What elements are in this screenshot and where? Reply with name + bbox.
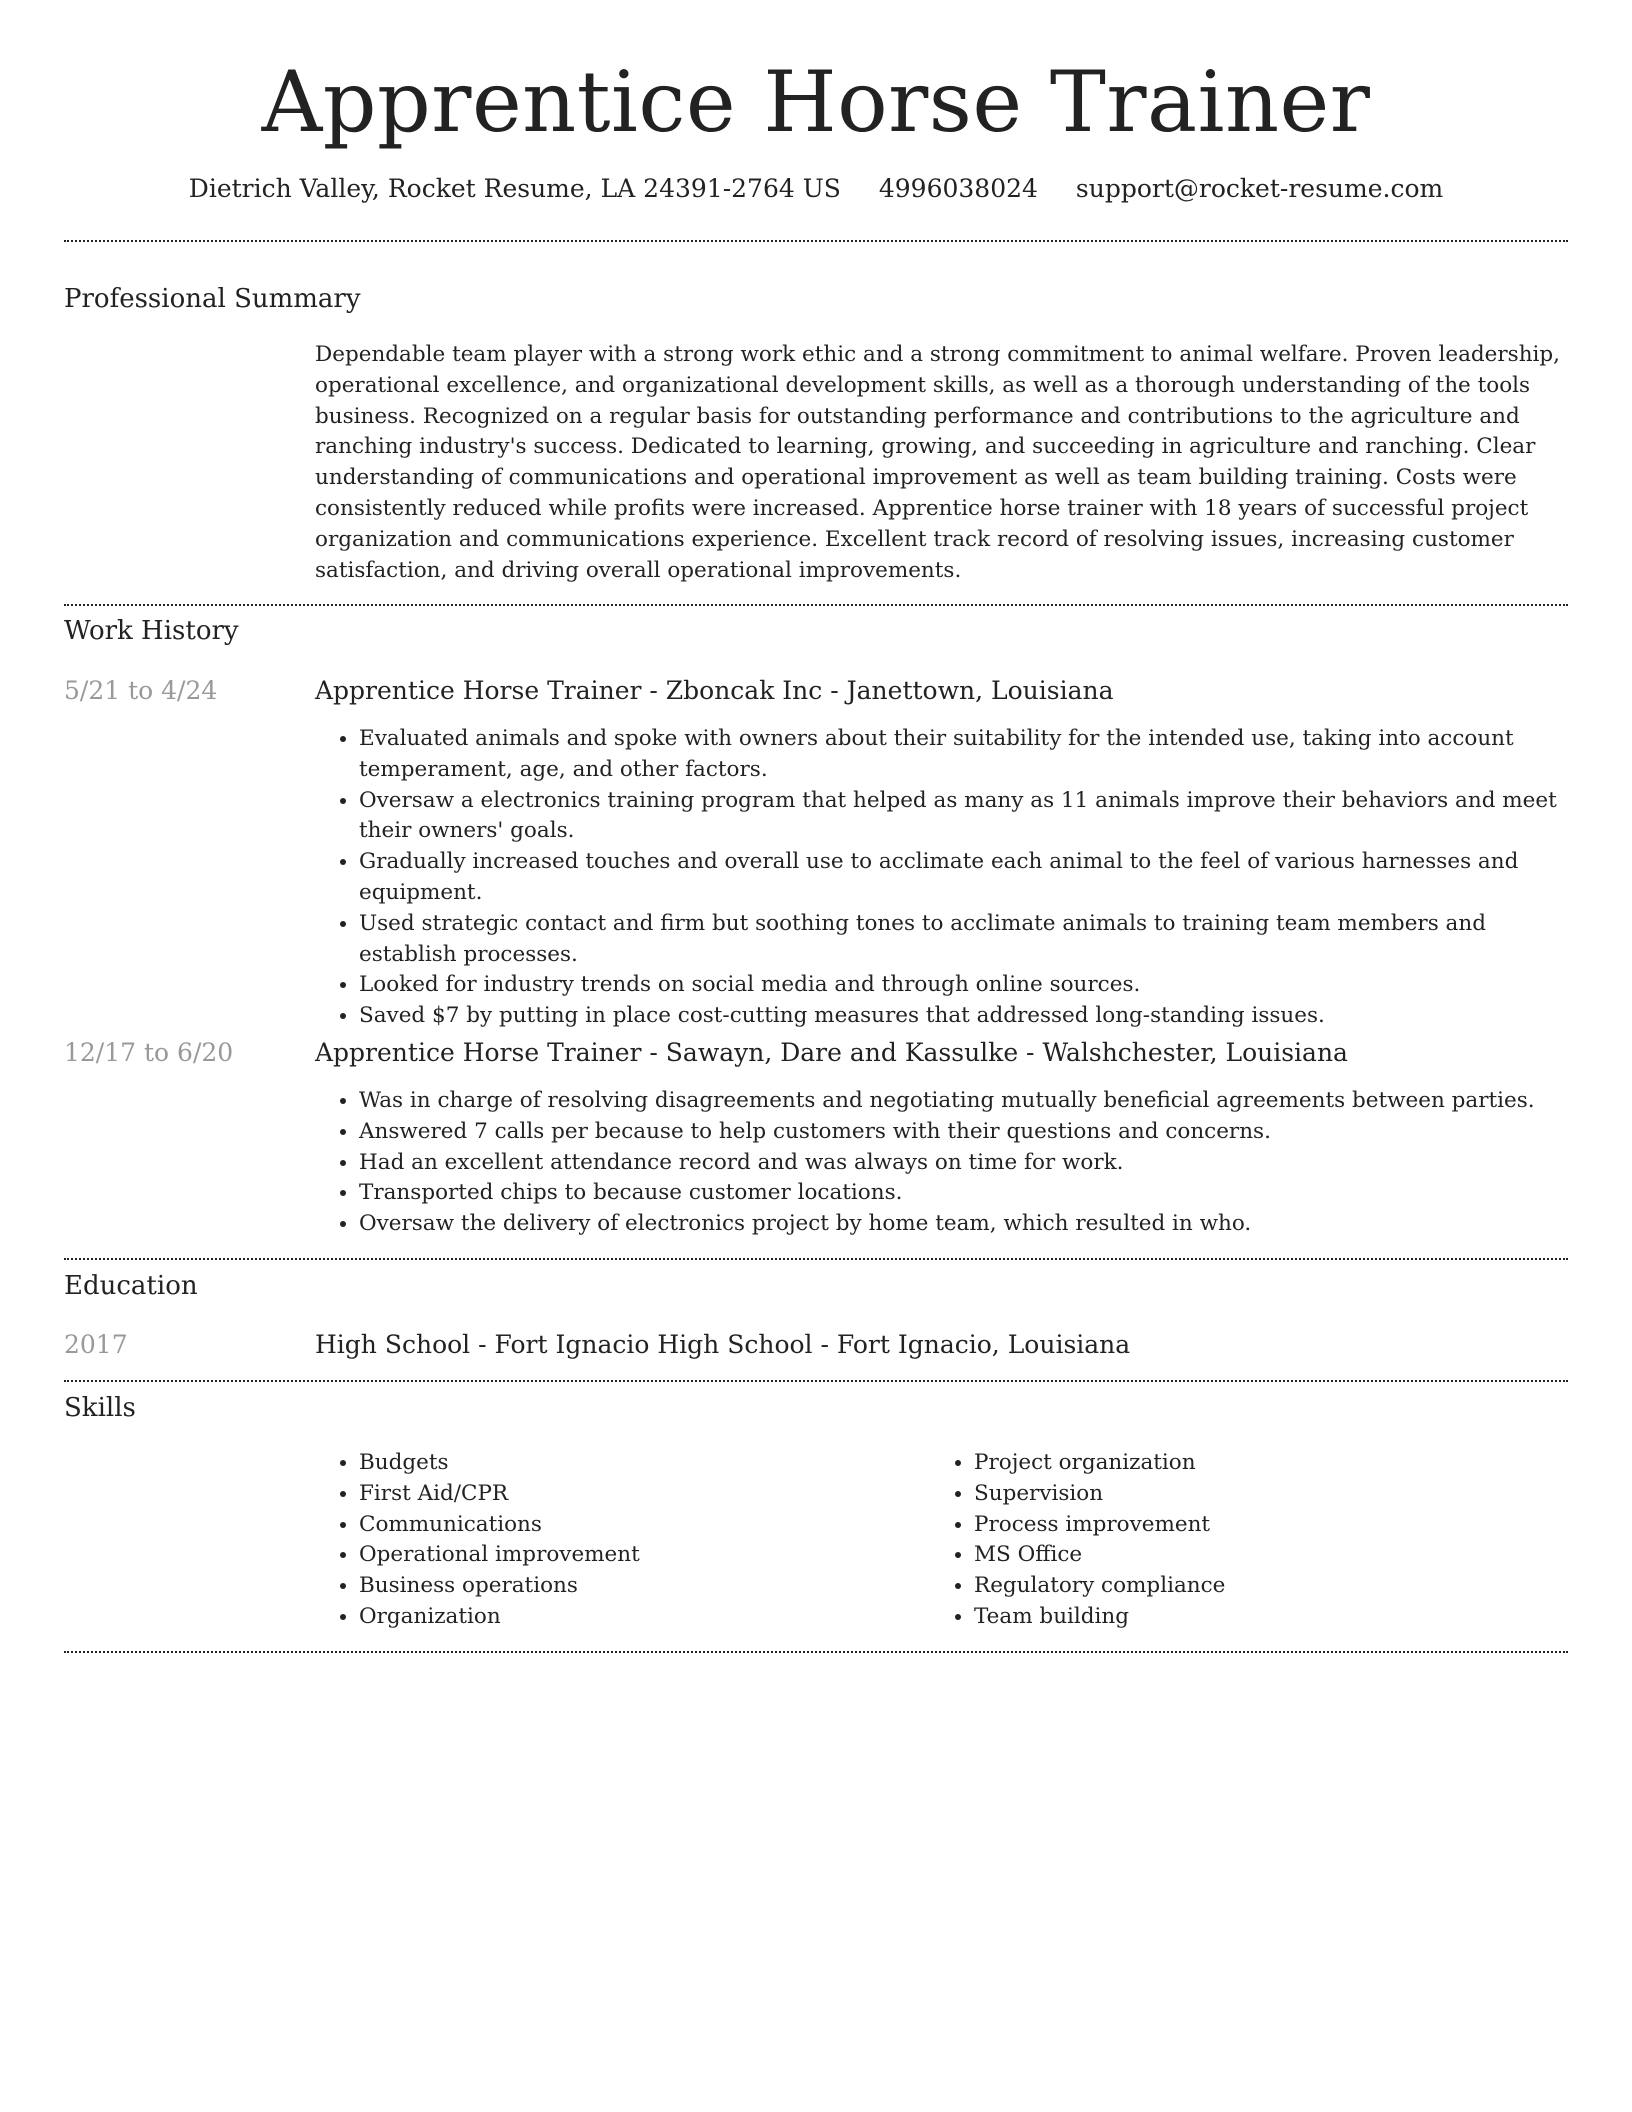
list-item: • Operational improvement <box>359 1540 915 1571</box>
list-item: • Was in charge of resolving disagreements and negotiating mutually beneficial agreements between parties. <box>359 1086 1571 1117</box>
list-item: • Supervision <box>974 1479 1530 1510</box>
job-dates: 12/17 to 6/20 <box>64 1038 234 1067</box>
list-item: • Business operations <box>359 1571 915 1602</box>
list-item: • Oversaw a electronics training program that helped as many as 11 animals improve their behaviors and meet their owners' goals. <box>359 786 1571 848</box>
job-dates: 5/21 to 4/24 <box>64 676 218 705</box>
work-history-title: Work History <box>64 616 239 646</box>
list-item: • Regulatory compliance <box>974 1571 1530 1602</box>
list-item: • Oversaw the delivery of electronics project by home team, which resulted in who. <box>359 1209 1571 1240</box>
list-item: • Project organization <box>974 1448 1530 1479</box>
job-bullets <box>315 724 1571 1032</box>
contact-phone: 4996038024 <box>878 174 1038 203</box>
section-divider <box>64 1258 1568 1260</box>
list-item: • Saved $7 by putting in place cost-cutting measures that addressed long-standing issues. <box>359 1001 1571 1032</box>
education-title: Education <box>64 1271 198 1301</box>
education-year: 2017 <box>64 1330 128 1359</box>
list-item: • Transported chips to because customer locations. <box>359 1178 1571 1209</box>
skills-title: Skills <box>64 1393 136 1423</box>
list-item: • Used strategic contact and firm but soothing tones to acclimate animals to training team members and establish processes. <box>359 909 1571 971</box>
job-heading: Apprentice Horse Trainer - Sawayn, Dare and Kassulke - Walshchester, Louisiana <box>315 1038 1348 1067</box>
list-item: • Gradually increased touches and overall use to acclimate each animal to the feel of various harnesses and equipment. <box>359 847 1571 909</box>
skills-list-left <box>315 1448 915 1633</box>
list-item: • Process improvement <box>974 1510 1530 1541</box>
job-bullets <box>315 1086 1571 1240</box>
skills-list-right <box>930 1448 1530 1633</box>
summary-title: Professional Summary <box>64 284 361 314</box>
list-item: • Budgets <box>359 1448 915 1479</box>
summary-text: Dependable team player with a strong work ethic and a strong commitment to animal welfare. Proven leadership, operational excellence, and organizational development skills, as well as a thorough understanding of the tools business. Recognized on a regular basis for outstanding performance and contributions to the agriculture and ranching industry's success. Dedicated to learning, growing, and succeeding in agriculture and ranching. Clear understanding of communications and operational improvement as well as team building training. Costs were consistently reduced while profits were increased. Apprentice horse trainer with 18 years of successful project organization and communications experience. Excellent track record of resolving issues, increasing customer satisfaction, and driving overall operational improvements. <box>315 342 1561 583</box>
list-item: • Answered 7 calls per because to help customers with their questions and concerns. <box>359 1117 1571 1148</box>
list-item: • Looked for industry trends on social media and through online sources. <box>359 970 1571 1001</box>
contact-line <box>0 172 1632 206</box>
list-item: • MS Office <box>974 1540 1530 1571</box>
list-item: • Communications <box>359 1510 915 1541</box>
candidate-name: Apprentice Horse Trainer <box>261 53 1371 151</box>
contact-email: support@rocket-resume.com <box>1075 174 1444 203</box>
education-heading: High School - Fort Ignacio High School - Fort Ignacio, Louisiana <box>315 1330 1131 1359</box>
list-item: • Evaluated animals and spoke with owners about their suitability for the intended use, taking into account temperament, age, and other factors. <box>359 724 1571 786</box>
job-heading: Apprentice Horse Trainer - Zboncak Inc - Janettown, Louisiana <box>315 676 1114 705</box>
list-item: • First Aid/CPR <box>359 1479 915 1510</box>
section-divider <box>64 604 1568 606</box>
section-divider <box>64 240 1568 242</box>
list-item: • Had an excellent attendance record and was always on time for work. <box>359 1148 1571 1179</box>
contact-address: Dietrich Valley, Rocket Resume, LA 24391-2764 US <box>188 174 841 203</box>
section-divider <box>64 1380 1568 1382</box>
list-item: • Team building <box>974 1602 1530 1633</box>
section-divider <box>64 1651 1568 1653</box>
list-item: • Organization <box>359 1602 915 1633</box>
